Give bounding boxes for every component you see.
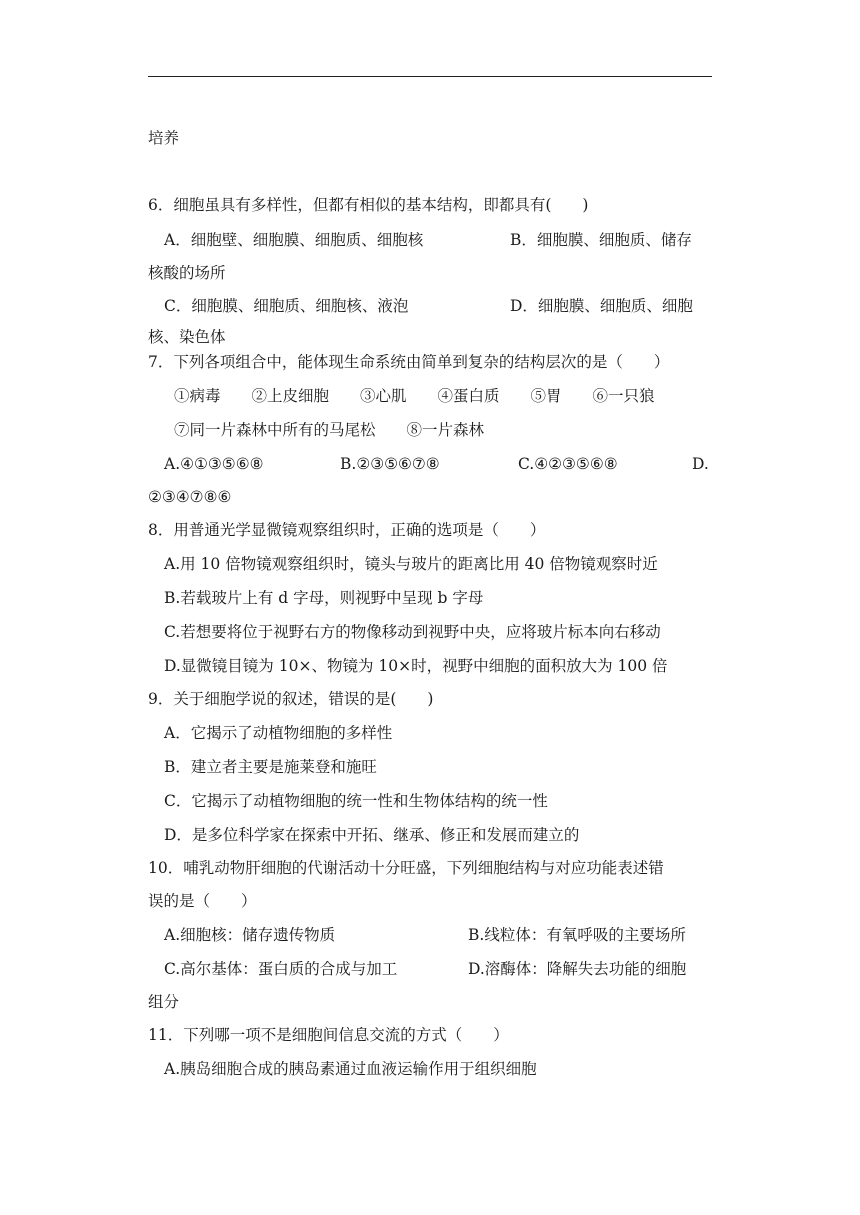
q9-stem: 9．关于细胞学说的叙述，错误的是( ) [148, 690, 434, 708]
q11-stem: 11．下列哪一项不是细胞间信息交流的方式（ ） [148, 1026, 509, 1044]
q7-option-c: C.④②③⑤⑥⑧ [518, 455, 618, 473]
q8-option-d: D.显微镜目镜为 10×、物镜为 10×时，视野中细胞的面积放大为 100 倍 [164, 657, 668, 675]
continued-text: 培养 [148, 129, 180, 147]
q10-option-c: C.高尔基体：蛋白质的合成与加工 [164, 960, 398, 978]
q8-option-c: C.若想要将位于视野右方的物像移动到视野中央，应将玻片标本向右移动 [164, 623, 661, 641]
q8-stem: 8．用普通光学显微镜观察组织时，正确的选项是（ ） [148, 521, 546, 539]
q7-items-2: ⑦同一片森林中所有的马尾松 ⑧一片森林 [174, 421, 485, 439]
q7-option-d: D. [692, 455, 709, 473]
q9-option-c: C．它揭示了动植物细胞的统一性和生物体结构的统一性 [164, 792, 548, 810]
q6-option-a: A．细胞壁、细胞膜、细胞质、细胞核 [164, 231, 424, 249]
q10-stem: 10．哺乳动物肝细胞的代谢活动十分旺盛，下列细胞结构与对应功能表述错 [148, 859, 664, 877]
q8-option-b: B.若载玻片上有 d 字母，则视野中呈现 b 字母 [164, 589, 484, 607]
q6-option-c: C．细胞膜、细胞质、细胞核、液泡 [164, 297, 409, 315]
q10-option-d-cont: 组分 [148, 993, 180, 1011]
q6-option-d: D．细胞膜、细胞质、细胞 [510, 297, 693, 315]
q7-stem: 7．下列各项组合中，能体现生命系统由简单到复杂的结构层次的是（ ） [148, 353, 670, 371]
q6-option-b: B．细胞膜、细胞质、储存 [510, 231, 692, 249]
q10-stem-cont: 误的是（ ） [148, 892, 257, 910]
q8-option-a: A.用 10 倍物镜观察组织时，镜头与玻片的距离比用 40 倍物镜观察时近 [164, 555, 658, 573]
q7-option-d-cont: ②③④⑦⑧⑥ [148, 488, 232, 506]
q6-option-d-cont: 核、染色体 [148, 328, 226, 346]
q10-option-d: D.溶酶体：降解失去功能的细胞 [468, 960, 687, 978]
q7-items-1: ①病毒 ②上皮细胞 ③心肌 ④蛋白质 ⑤胃 ⑥一只狼 [174, 387, 655, 405]
q6-stem: 6．细胞虽具有多样性，但都有相似的基本结构，即都具有( ) [148, 196, 589, 214]
q7-option-a: A.④①③⑤⑥⑧ [164, 455, 264, 473]
q10-option-b: B.线粒体：有氧呼吸的主要场所 [468, 926, 686, 944]
q7-option-b: B.②③⑤⑥⑦⑧ [340, 455, 440, 473]
q9-option-a: A．它揭示了动植物细胞的多样性 [164, 724, 393, 742]
q9-option-b: B．建立者主要是施莱登和施旺 [164, 758, 377, 776]
q6-option-b-cont: 核酸的场所 [148, 264, 226, 282]
header-rule [148, 76, 712, 77]
q9-option-d: D．是多位科学家在探索中开拓、继承、修正和发展而建立的 [164, 826, 580, 844]
q11-option-a: A.胰岛细胞合成的胰岛素通过血液运输作用于组织细胞 [164, 1060, 537, 1078]
q10-option-a: A.细胞核：储存遗传物质 [164, 926, 336, 944]
